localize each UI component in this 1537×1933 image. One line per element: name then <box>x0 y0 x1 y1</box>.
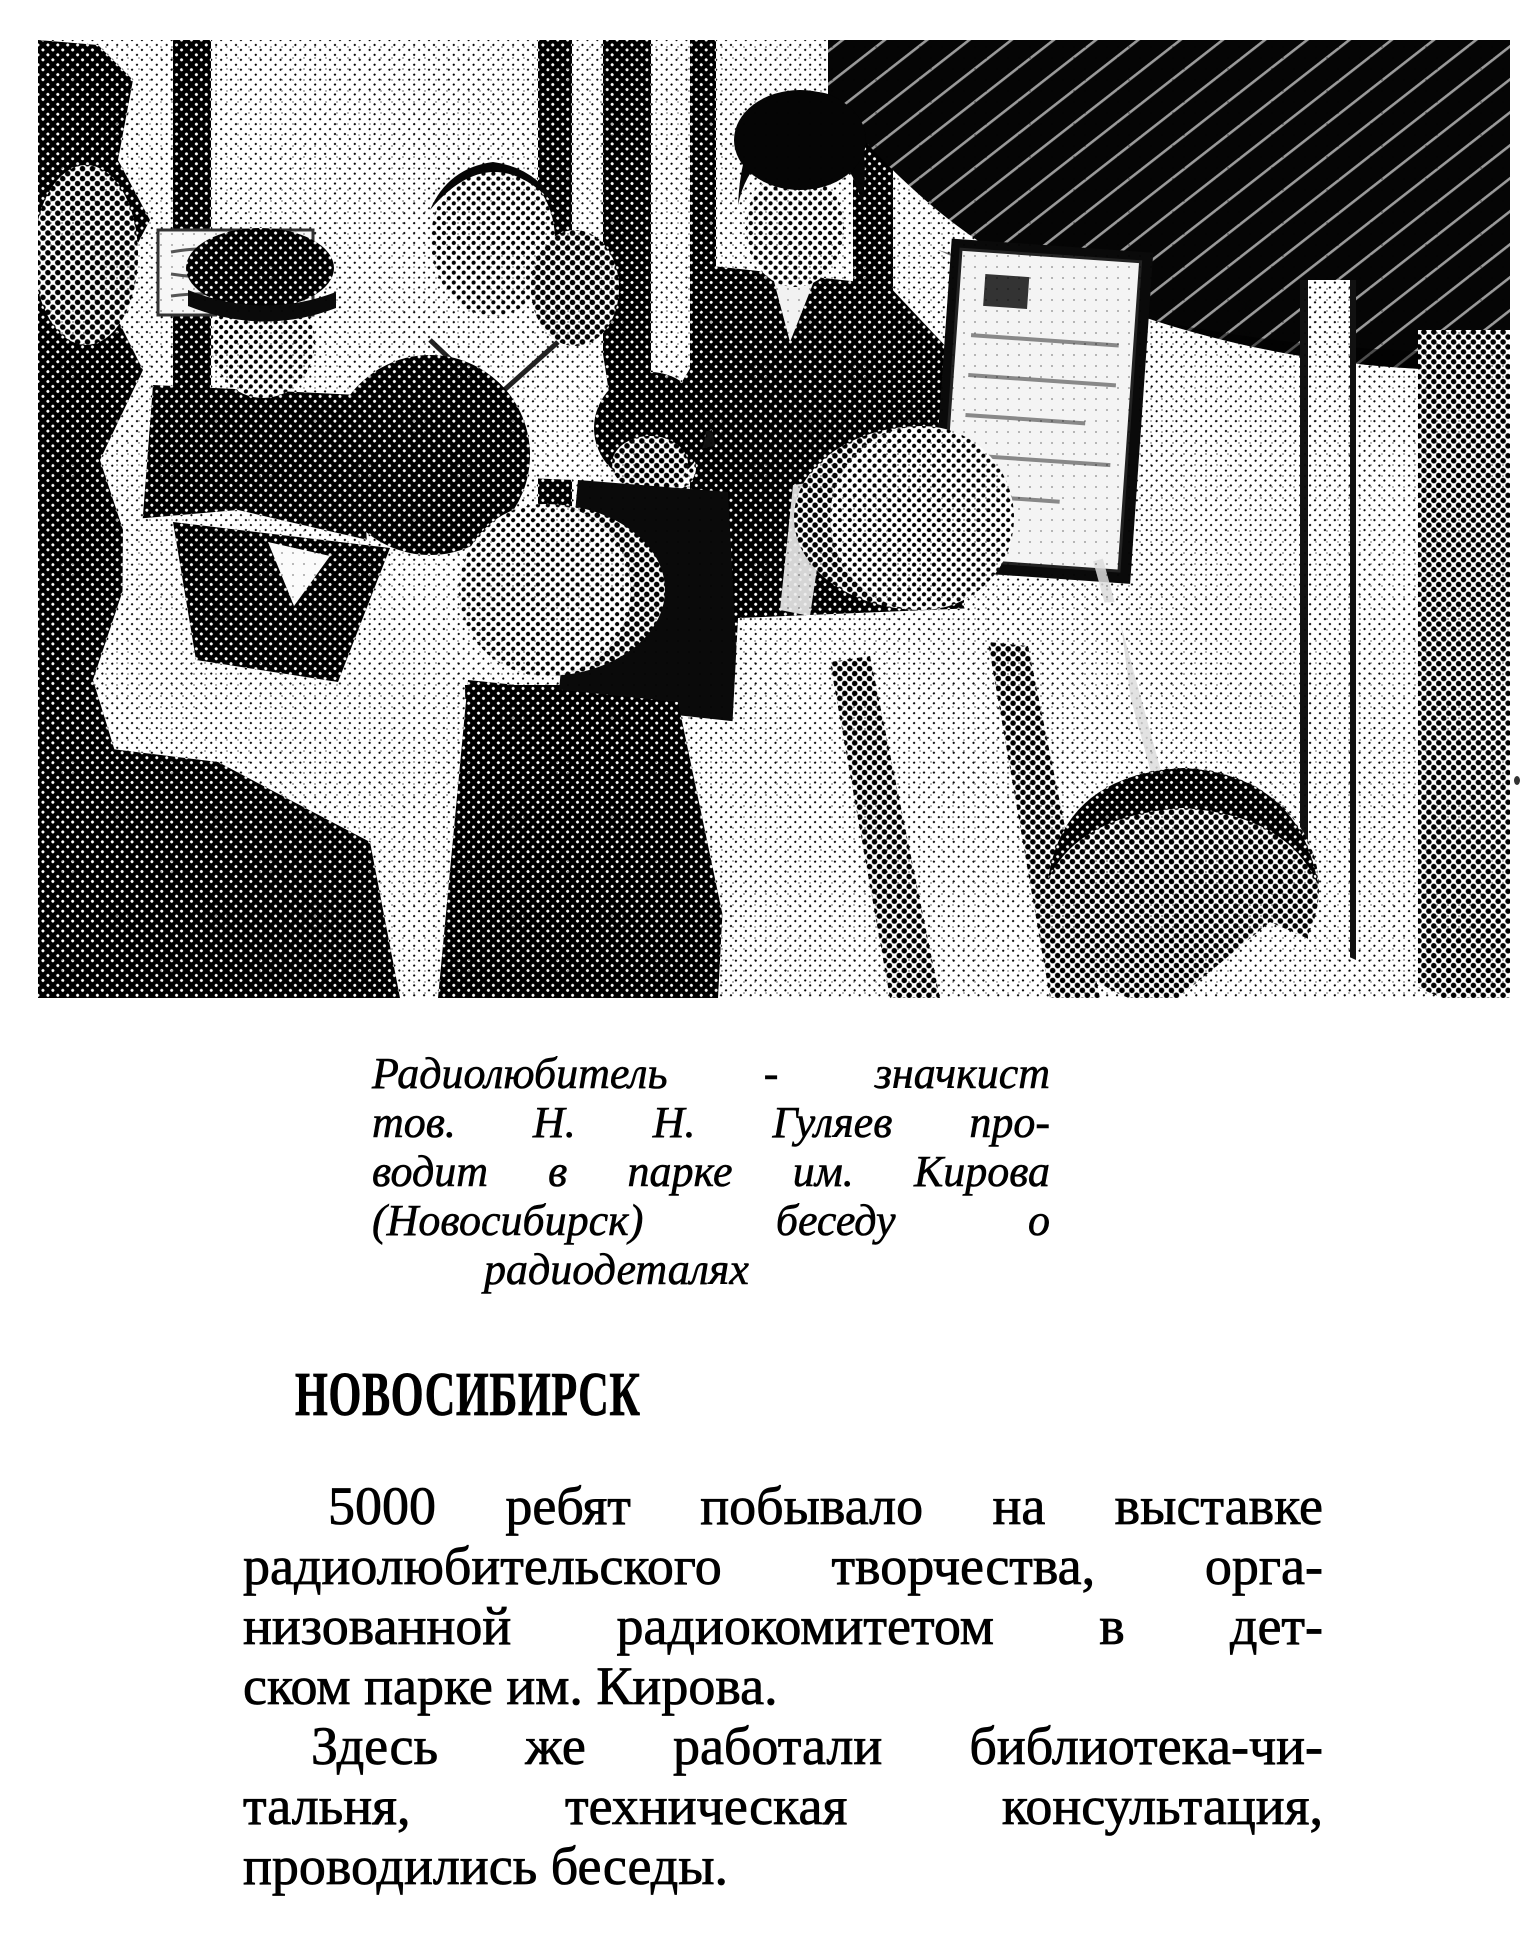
ink-speck <box>1514 776 1520 785</box>
body-line: тальня, техническая консультация, <box>243 1776 1323 1836</box>
photo-caption <box>372 1049 1050 1294</box>
body-line: низованной радиокомитетом в дет- <box>243 1596 1323 1656</box>
caption-line: тов. Н. Н. Гуляев про- <box>372 1098 1050 1147</box>
body-line: радиолюбительского творчества, орга- <box>243 1536 1323 1596</box>
body-line: Здесь же работали библиотека-чи- <box>311 1716 1323 1776</box>
section-heading: НОВОСИБИРСК <box>295 1361 641 1429</box>
body-line: проводились беседы. <box>243 1836 728 1896</box>
caption-line: (Новосибирск) беседу о <box>372 1196 1050 1245</box>
article-body <box>243 1476 1323 1896</box>
halftone-photo <box>38 40 1510 998</box>
halftone-photo-illustration <box>38 40 1510 998</box>
body-line: ском парке им. Кирова. <box>243 1656 778 1716</box>
caption-line: Радиолюбитель - значкист <box>372 1049 1050 1098</box>
caption-line: водит в парке им. Кирова <box>372 1147 1050 1196</box>
halftone-grain-overlay <box>38 40 1510 998</box>
body-line: 5000 ребят побывало на выставке <box>328 1476 1323 1536</box>
caption-line: радиодеталях <box>484 1245 749 1294</box>
